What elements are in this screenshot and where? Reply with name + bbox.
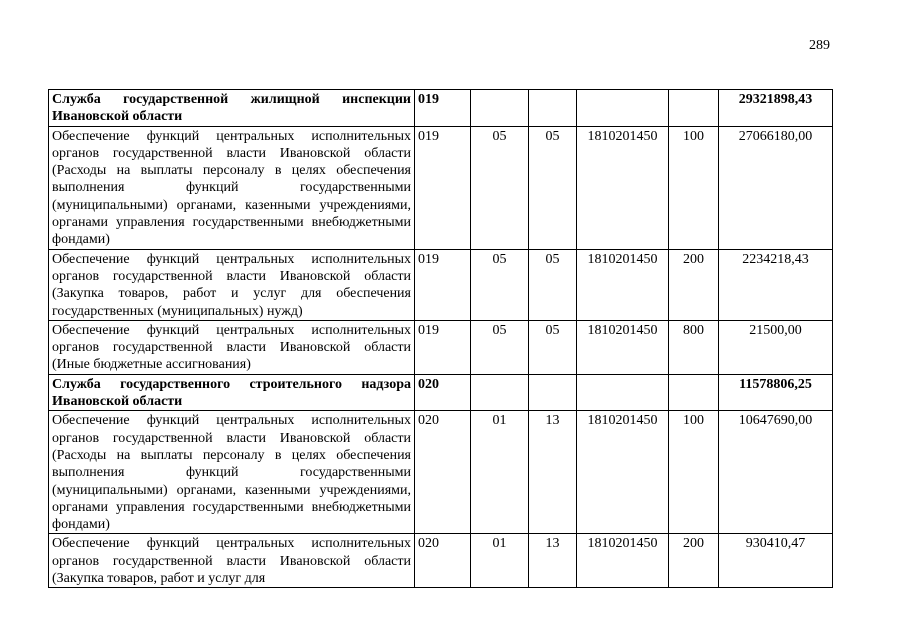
table-row (49, 374, 833, 411)
row-section: 05 (471, 126, 529, 249)
row-subsection: 05 (529, 249, 577, 320)
row-grbs: 019 (415, 320, 471, 374)
table-row (49, 249, 833, 320)
row-name: Обеспечение функций центральных исполнительных органов государственной власти Ивановской области (Расходы на выплаты персоналу в целях обеспечения выполнения функций государственными (муниципальными) органами, казенными учреждениями, органами управления государственными внебюджетными фондами) (49, 126, 415, 249)
row-name: Служба государственной жилищной инспекции Ивановской области (49, 90, 415, 127)
row-sum: 11578806,25 (719, 374, 833, 411)
row-section: 05 (471, 320, 529, 374)
page-number: 289 (809, 38, 830, 53)
row-section (471, 90, 529, 127)
row-grbs: 019 (415, 90, 471, 127)
row-target-article: 1810201450 (577, 411, 669, 534)
row-subsection: 05 (529, 320, 577, 374)
row-target-article (577, 90, 669, 127)
row-expense-type: 800 (669, 320, 719, 374)
table-row (49, 126, 833, 249)
row-sum: 10647690,00 (719, 411, 833, 534)
table-row (49, 320, 833, 374)
row-sum: 21500,00 (719, 320, 833, 374)
row-sum: 29321898,43 (719, 90, 833, 127)
row-grbs: 020 (415, 374, 471, 411)
row-section: 01 (471, 411, 529, 534)
row-grbs: 020 (415, 411, 471, 534)
row-section (471, 374, 529, 411)
row-section: 01 (471, 534, 529, 588)
row-sum: 930410,47 (719, 534, 833, 588)
row-name: Обеспечение функций центральных исполнительных органов государственной власти Ивановской области (Расходы на выплаты персоналу в целях обеспечения выполнения функций государственными (муниципальными) органами, казенными учреждениями, органами управления государственными внебюджетными фондами) (49, 411, 415, 534)
row-name: Служба государственного строительного надзора Ивановской области (49, 374, 415, 411)
row-target-article: 1810201450 (577, 249, 669, 320)
row-subsection (529, 90, 577, 127)
table-row (49, 534, 833, 588)
row-grbs: 019 (415, 126, 471, 249)
row-expense-type: 100 (669, 411, 719, 534)
row-expense-type (669, 374, 719, 411)
row-target-article: 1810201450 (577, 534, 669, 588)
row-expense-type (669, 90, 719, 127)
row-subsection (529, 374, 577, 411)
row-section: 05 (471, 249, 529, 320)
row-expense-type: 100 (669, 126, 719, 249)
row-subsection: 13 (529, 411, 577, 534)
row-expense-type: 200 (669, 534, 719, 588)
row-target-article (577, 374, 669, 411)
budget-table (48, 89, 833, 588)
row-target-article: 1810201450 (577, 126, 669, 249)
table-row (49, 90, 833, 127)
row-subsection: 05 (529, 126, 577, 249)
row-grbs: 020 (415, 534, 471, 588)
row-name: Обеспечение функций центральных исполнительных органов государственной власти Ивановской области (Закупка товаров, работ и услуг для обеспечения государственных (муниципальных) нужд) (49, 249, 415, 320)
table-row (49, 411, 833, 534)
row-expense-type: 200 (669, 249, 719, 320)
row-grbs: 019 (415, 249, 471, 320)
row-name: Обеспечение функций центральных исполнительных органов государственной власти Ивановской области (Иные бюджетные ассигнования) (49, 320, 415, 374)
row-sum: 2234218,43 (719, 249, 833, 320)
row-subsection: 13 (529, 534, 577, 588)
row-target-article: 1810201450 (577, 320, 669, 374)
row-sum: 27066180,00 (719, 126, 833, 249)
row-name: Обеспечение функций центральных исполнительных органов государственной власти Ивановской области (Закупка товаров, работ и услуг для (49, 534, 415, 588)
